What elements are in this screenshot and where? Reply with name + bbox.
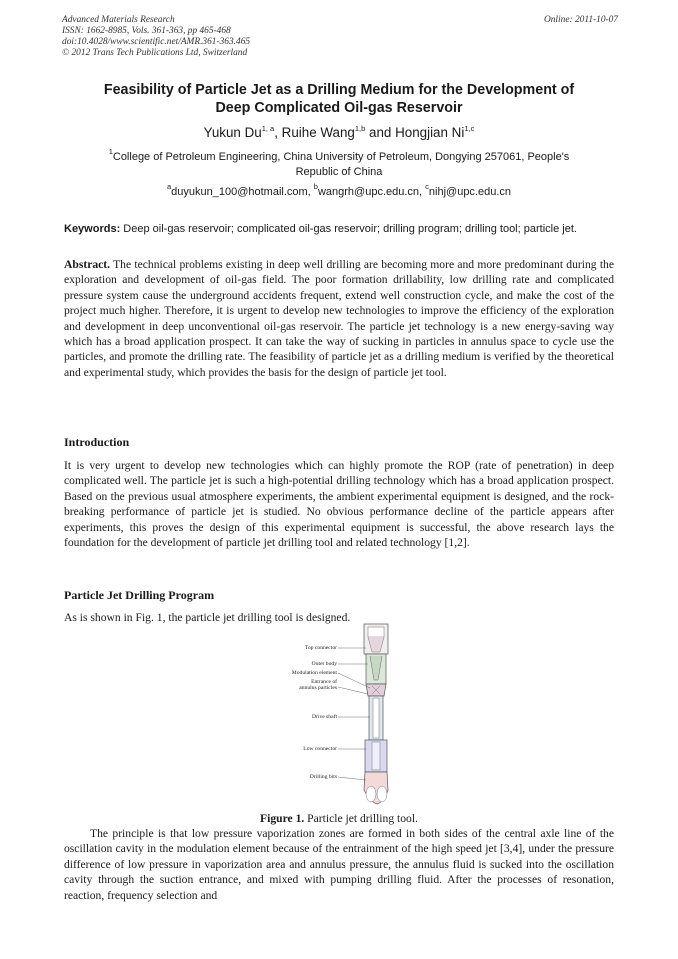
label-low-connector: Low connector [303, 746, 337, 752]
label-drive-shaft: Drive shaft [311, 714, 337, 720]
issn-line: ISSN: 1662-8985, Vols. 361-363, pp 465-468 [62, 26, 231, 36]
paper-title [40, 81, 638, 117]
author-emails [40, 182, 638, 200]
drilling-tool-diagram [280, 622, 410, 808]
affiliation-line-1: College of Petroleum Engineering, China University of Petroleum, Dongying 257061, People's [112, 151, 570, 163]
figure-1 [280, 622, 410, 808]
journal-name: Advanced Materials Research [62, 15, 175, 25]
author-1-sup: 1, a [261, 123, 275, 133]
title-line-2: Deep Complicated Oil-gas Reservoir [215, 100, 463, 116]
keywords [64, 222, 614, 236]
label-modulation-element: Modulation element [291, 670, 337, 676]
abstract [64, 257, 614, 380]
principle-text: The principle is that low pressure vaporization zones are formed in both sides of the central axle line of the oscillation cavity in the modulation element because of the entrainment of the high speed jet [3,4], under the pressure difference of low pressure in vaporization area and annulus pressure, the annulus fluid is sucked into the oscillation cavity through the suction entrance, and mixed with pumping drilling fluid. After the processes of resonation, reaction, frequency selection and [64, 827, 614, 902]
keywords-label: Keywords: [64, 223, 121, 235]
email-b-sup: b [313, 182, 318, 192]
author-3-sup: 1,c [464, 123, 475, 133]
copyright-line: © 2012 Trans Tech Publications Ltd, Switzerland [62, 48, 248, 58]
email-b[interactable]: wangrh@upc.edu.cn, [317, 186, 426, 198]
abstract-label: Abstract. [64, 258, 111, 271]
figure-1-caption [64, 811, 614, 826]
label-entrance-2: annulus particles [299, 685, 337, 691]
email-a[interactable]: duyukun_100@hotmail.com, [171, 186, 314, 198]
author-1: Yukun Du [203, 125, 262, 140]
program-heading: Particle Jet Drilling Program [64, 588, 215, 602]
abstract-text: The technical problems existing in deep well drilling are becoming more and more predominant during the exploration and development of oil-gas field. The poor formation drillability, low drilling rate and complicated pressure system cause the underground accidents frequent, extend well construction cycle, and make the cost of the project much higher. Therefore, it is urgent to develop new technologies to improve the efficiency of the exploration and development in deep unconventional oil-gas reservoir. The particle jet technology is a new energy-saving way which has a broad application prospect. It can take the way of sucking in particles in annulus space to cycle use the particles, and promote the drilling rate. The feasibility of particle jet as a drilling medium is verified by the theoretical and experimental study, which provides the basis for the design of particle jet tool. [64, 258, 614, 379]
author-2: , Ruihe Wang [274, 125, 355, 140]
title-line-1: Feasibility of Particle Jet as a Drilling Medium for the Development of [103, 82, 575, 98]
introduction-heading: Introduction [64, 435, 130, 449]
label-drilling-bits: Drilling bits [309, 774, 337, 780]
author-list [40, 124, 638, 142]
email-a-sup: a [166, 182, 172, 192]
online-date: Online: 2011-10-07 [543, 15, 618, 25]
introduction-text: It is very urgent to develop new technologies which can highly promote the ROP (rate of penetration) in deep complicated well. The particle jet is such a high-potential drilling technology which has a broad application prospect. Based on the previous usual atmosphere experiments, the ambient experimental equipment is designed, and the rock-breaking performance of particle jet is studied. No obvious performance decline of the particle appears after experiments, this proves the design of this experimental equipment is successful, the above research lays the foundation for the development of particle jet drilling tool and related technology [1,2]. [64, 459, 614, 550]
affiliation-sup: 1 [108, 147, 113, 157]
email-c[interactable]: nihj@upc.edu.cn [428, 186, 512, 198]
label-entrance-1: Entrance of [311, 679, 337, 685]
program-text: As is shown in Fig. 1, the particle jet drilling tool is designed. [64, 611, 351, 624]
caption-label: Figure 1. [260, 812, 305, 825]
author-2-sup: 1,b [354, 123, 366, 133]
journal-header [62, 15, 618, 59]
email-c-sup: c [425, 182, 429, 192]
caption-text: Particle jet drilling tool. [304, 812, 418, 825]
label-outer-body: Outer body [311, 661, 337, 667]
affiliation [60, 147, 618, 180]
affiliation-line-2: Republic of China [295, 166, 383, 178]
author-3: and Hongjian Ni [365, 125, 465, 140]
keywords-text: Deep oil-gas reservoir; complicated oil-gas reservoir; drilling program; drilling tool; particle jet. [120, 223, 577, 235]
label-top-connector: Top connector [304, 645, 337, 651]
doi-line[interactable]: doi:10.4028/www.scientific.net/AMR.361-363.465 [62, 37, 251, 47]
